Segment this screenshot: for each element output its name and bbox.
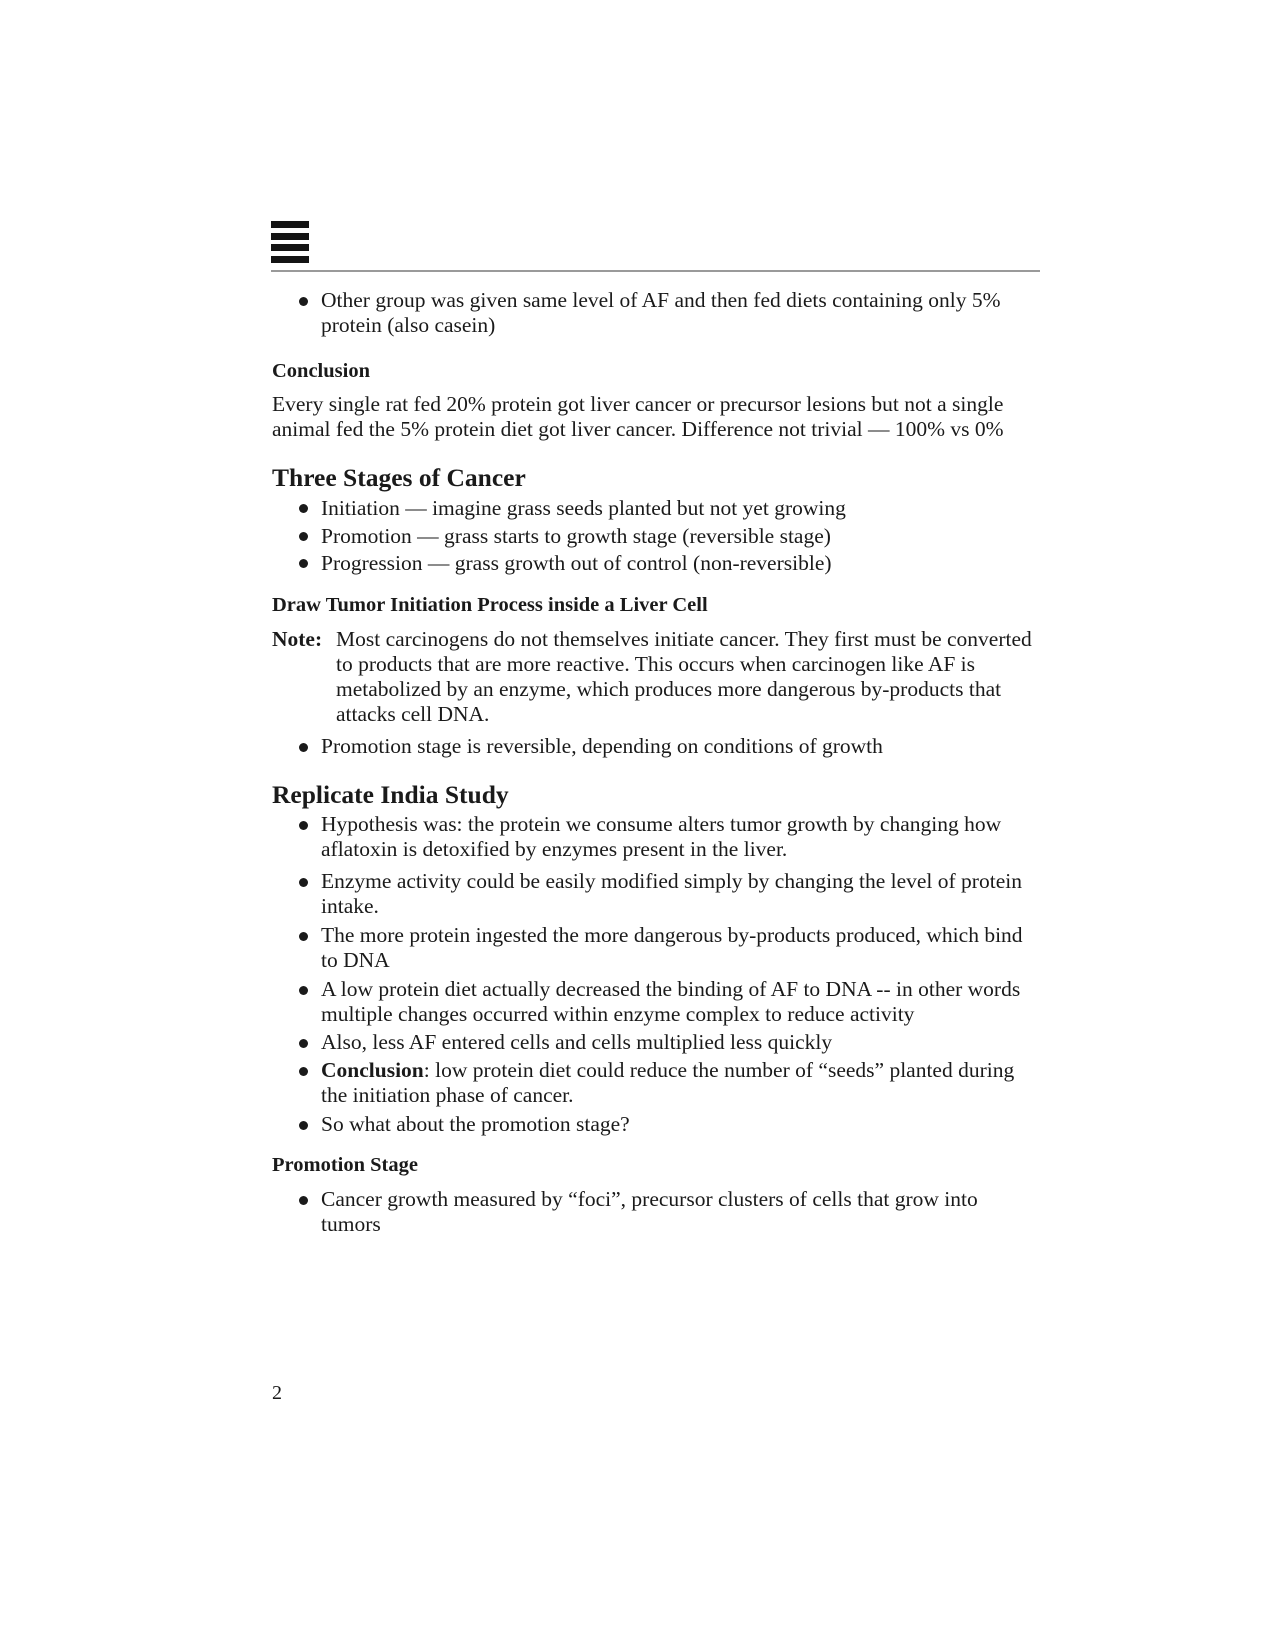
- list-item: Enzyme activity could be easily modified simply by changing the level of protein intake.: [272, 869, 1042, 919]
- list-item: Also, less AF entered cells and cells multiplied less quickly: [272, 1030, 1042, 1055]
- menu-bars-icon: [271, 221, 309, 261]
- note-text: Most carcinogens do not themselves initiate cancer. They first must be converted to products that are more reactive. This occurs when carcinogen like AF is metabolized by an enzyme, which produces more dangerous by-products that attacks cell DNA.: [336, 626, 1032, 726]
- three-stages-list: [272, 495, 1042, 578]
- promotion-list: [272, 1187, 1042, 1237]
- page-number: 2: [272, 1382, 282, 1404]
- list-item: Hypothesis was: the protein we consume alters tumor growth by changing how aflatoxin is detoxified by enzymes present in the liver.: [272, 812, 1042, 862]
- top-list: [272, 288, 1042, 338]
- three-stages-heading: Three Stages of Cancer: [272, 463, 526, 492]
- conclusion-label: Conclusion: [321, 1057, 424, 1082]
- list-item: Promotion stage is reversible, depending on conditions of growth: [272, 734, 1042, 759]
- list-item: Other group was given same level of AF and then fed diets containing only 5% protein (also casein): [272, 288, 1042, 338]
- list-item: The more protein ingested the more dangerous by-products produced, which bind to DNA: [272, 923, 1042, 973]
- replicate-list: [272, 812, 1042, 1137]
- promotion-heading: Promotion Stage: [272, 1153, 418, 1176]
- draw-tumor-heading: Draw Tumor Initiation Process inside a Liver Cell: [272, 593, 708, 616]
- header-rule: [271, 270, 1040, 272]
- list-item: Cancer growth measured by “foci”, precursor clusters of cells that grow into tumors: [272, 1187, 1042, 1237]
- list-item: [272, 1058, 1042, 1108]
- note-block: [272, 627, 1042, 727]
- list-item: A low protein diet actually decreased the binding of AF to DNA -- in other words multiple changes occurred within enzyme complex to reduce activity: [272, 977, 1042, 1027]
- list-item: Initiation — imagine grass seeds planted but not yet growing: [272, 495, 1042, 523]
- replicate-heading: Replicate India Study: [272, 779, 509, 809]
- conclusion-text: Every single rat fed 20% protein got liver cancer or precursor lesions but not a single animal fed the 5% protein diet got liver cancer. Difference not trivial — 100% vs 0%: [272, 392, 1004, 441]
- list-item: Promotion — grass starts to growth stage (reversible stage): [272, 523, 1042, 551]
- list-item: So what about the promotion stage?: [272, 1112, 1042, 1137]
- note-label: Note:: [272, 626, 323, 651]
- page-content: [272, 288, 1042, 1237]
- list-item: Progression — grass growth out of control (non-reversible): [272, 550, 1042, 578]
- conclusion-heading: Conclusion: [272, 360, 370, 382]
- draw-tumor-list: [272, 734, 1042, 759]
- conclusion-inline-text: : low protein diet could reduce the number of “seeds” planted during the initiation phase of cancer.: [321, 1057, 1015, 1107]
